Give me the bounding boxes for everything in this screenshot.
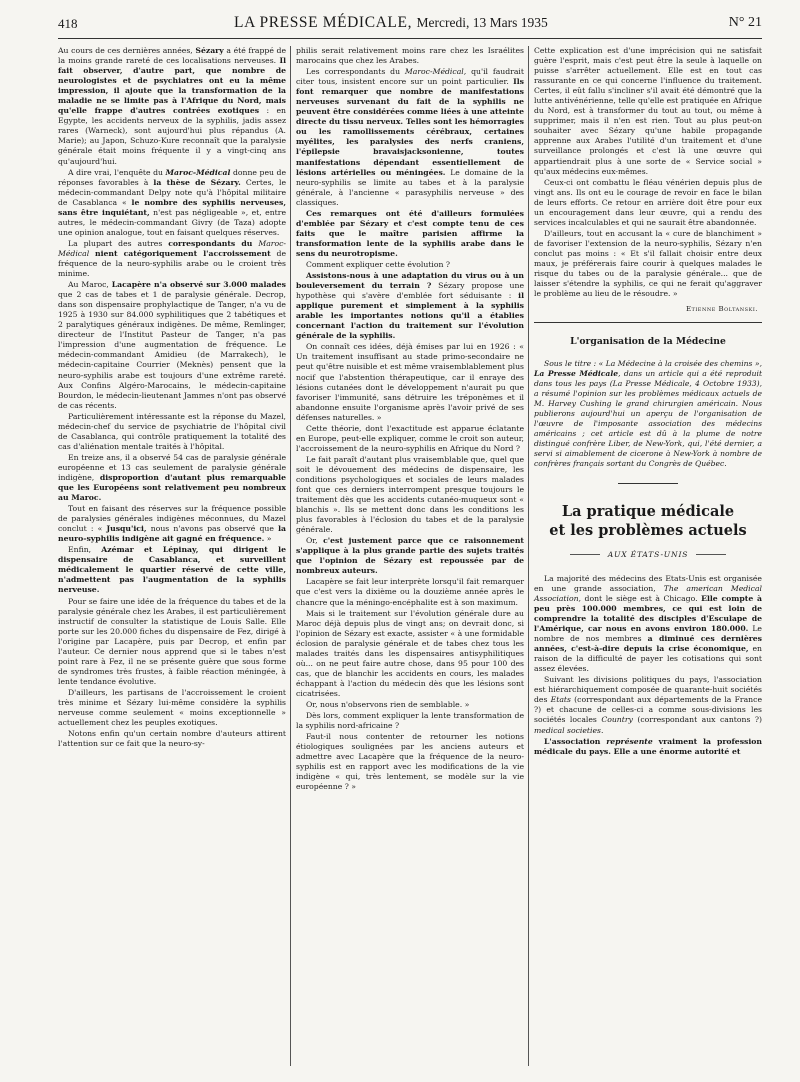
column-divider <box>290 46 291 1066</box>
article-continuation <box>534 46 762 299</box>
column-1-paragraph: Notons enfin qu'un certain nombre d'auteurs attirent l'attention sur ce fait que la neuro-sy- <box>58 729 286 749</box>
column-2-paragraph: Lacapère se fait leur interprète lorsqu'il fait remarquer que c'est vers la dixième ou la douzième année après le chancre que la méningo-encéphalite est à son maximum. <box>296 577 524 607</box>
column-1-paragraph: Tout en faisant des réserves sur la fréquence possible de paralysies générales indigènes méconnues, du Mazel conclut : « Jusqu'ici, nous n'avons pas observé que la neuro-syphilis indigène ait gagné en fréquence. » <box>58 504 286 544</box>
column-2-paragraph: Le fait paraît d'autant plus vraisemblable que, quel que soit le dévouement des médecins de dispensaire, les conditions psychologiques et sociales de leurs malades font que ces derniers interrompent presque toujours le traitement dès que les accidents cutanéo-muqueux sont « blanchis ». Ils se mettent donc dans les conditions les plus favorables à l'éclosion du tabes et de la paralysie générale. <box>296 454 524 535</box>
column-2-paragraph: Cette théorie, dont l'exactitude est apparue éclatante en Europe, peut-elle expliquer, comme le croit son auteur, l'accroissement de la neuro-syphilis en Afrique du Nord ? <box>296 423 524 453</box>
column-3-paragraph: D'ailleurs, tout en accusant la « cure de blanchiment » de favoriser l'extension de la neuro-syphilis, Sézary n'en conclut pas moins : « Et s'il fallait choisir entre deux maux, je préférerais faire courir à quelques malades le risque du tabes ou de la paralysie générale... que de laisser s'étendre la syphilis, ce qui ne ferait qu'aggraver le problème au lieu de le résoudre. » <box>534 228 762 299</box>
column-2-paragraph: Les correspondants du Maroc-Médical, qu'il faudrait citer tous, insistent encore sur un point particulier. Ils font remarquer que nombre de manifestations nerveuses survenant du fait de la syphilis ne peuvent être considérées comme liées à une atteinte directe du tissu nerveux. Telles sont les hémorragies ou les ramollissements cérébraux, certaines myélites, les paralysies des nerfs craniens, l'épilepsie bravaisjacksonienne, toutes manifestations dépendant essentiellement de lésions artérielles ou méningées. Le domaine de la neuro-syphilis se limite au tabes et à la paralysie générale, à l'ancienne « parasyphilis nerveuse » des classiques. <box>296 67 524 207</box>
text-column-1 <box>58 46 286 750</box>
header-rule <box>58 38 762 39</box>
page-header <box>58 14 762 36</box>
column-2-paragraph: Mais si le traitement sur l'évolution générale dure au Maroc déjà depuis plus de vingt ans; on devrait donc, si l'opinion de Sézary est exacte, assister « à une formidable éclosion de paralysie générale et de tabes chez tous les malades traités dans les dispensaires antisyphilitiques où... on ne peut faire autre chose, dans 95 pour 100 des cas, que de blanchir les accidents en cours, les malades échappant à l'action du médecin dès que les lésions sont cicatrisées. <box>296 608 524 698</box>
subtitle-dash <box>570 554 600 555</box>
column-1-paragraph: Au cours de ces dernières années, Sézary a été frappé de la moins grande rareté de ces localisations nerveuses. Il fait observer, d'autre part, que nombre de neurologistes et de psychiatres ont eu la même impression, il ajoute que la transformation de la maladie ne se limite pas à l'Afrique du Nord, mais qu'elle frappe d'autres contrées exotiques : en Egypte, les accidents nerveux de la syphilis, jadis assez rares (Warneck), sont aujourd'hui plus répandus (A. Marie); au Japon, Schuzo-Kure reconnaît que la paralysie générale était moins fréquente il y a vingt-cinq ans qu'aujourd'hui. <box>58 46 287 166</box>
short-divider <box>618 483 678 484</box>
article-body <box>534 574 762 757</box>
column-1-paragraph: Pour se faire une idée de la fréquence du tabes et de la paralysie générale chez les Arabes, il est particulièrement instructif de consulter la statistique de Louis Salle. Elle porte sur les 20.000 fiches du dispensaire de Fez, dirigé à l'origine par Lacapère, puis par Decrop, et enfin par l'auteur. Ce dernier nous apprend que si le tabes n'est point rare à Fez, il ne se présente guère que sous forme de syndromes très frustes, à faible réaction méningée, à lente tendance évolutive. <box>58 596 286 686</box>
text-column-2 <box>296 46 524 793</box>
journal-title: LA PRESSE MÉDICALE, <box>234 14 413 31</box>
column-2-paragraph: philis serait relativement moins rare chez les Israélites marocains que chez les Arabes. <box>296 46 524 66</box>
subtitle-dash <box>696 554 726 555</box>
column-2-paragraph: On connaît ces idées, déjà émises par lui en 1926 : « Un traitement insuffisant au stade primo-secondaire ne peut qu'être nuisible et est même vraisemblablement plus nocif que l'abstention thérapeutique, car il enraye des lésions cutanées dont le développement n'aurait pu que favoriser l'immunité, sans détruire les tréponèmes et il abandonne ensuite l'organisme après l'avoir privé de ses défenses naturelles. » <box>296 342 524 422</box>
column-1-paragraph: En treize ans, il a observé 54 cas de paralysie générale européenne et 13 cas seulement de paralysie générale indigène, disproportion d'autant plus remarquable que les Européens sont relativement peu nombreux au Maroc. <box>58 452 286 503</box>
column-2-paragraph: Or, nous n'observons rien de semblable. » <box>306 700 470 709</box>
issue-number: N° 21 <box>728 15 762 30</box>
issue-date: Mercredi, 13 Mars 1935 <box>416 15 548 30</box>
author-signature: Etienne Boltanski. <box>685 305 758 314</box>
column-2-paragraph: Comment expliquer cette évolution ? <box>306 259 451 269</box>
column-1-paragraph: Enfin, Azémar et Lépinay, qui dirigent le dispensaire de Casablanca, et surveillent médicalement le quartier réservé de cette ville, n'admettent pas l'augmentation de la syphilis nerveuse. <box>58 545 286 595</box>
article-paragraph: L'association représente vraiment la profession médicale du pays. Elle a une énorme autorité et <box>534 736 762 756</box>
column-1-paragraph: La plupart des autres correspondants du Maroc-Médical nient catégoriquement l'accroissement de fréquence de la neuro-syphilis arabe ou le croient très minime. <box>58 238 287 279</box>
journal-title-line <box>234 14 548 32</box>
page-number: 418 <box>58 16 78 31</box>
article-subtitle: AUX ÉTATS-UNIS <box>607 549 689 559</box>
section-rule <box>534 322 762 323</box>
column-2-paragraph: Faut-il nous contenter de retourner les notions étiologiques soulignées par les anciens auteurs et admettre avec Lacapère que la fréquence de la neuro-syphilis est en rapport avec les modifications de la vie indigène « qui, très lentement, se modèle sur la vie européenne ? » <box>296 732 524 792</box>
article-subtitle-row <box>534 550 762 560</box>
editorial-intro: Sous le titre : « La Médecine à la croisée des chemins », La Presse Médicale, dans un article qui a été reproduit dans tous les pays (La Presse Médicale, 4 Octobre 1933), a résumé l'opinion sur les problèmes médicaux actuels de M. Harvey Cushing le grand chirurgien américain. Nous publierons aujourd'hui un aperçu de l'organisation de l'œuvre de l'imposante association des médecins américains ; cet article est dû à la plume de notre distingué confrère Liber, de New-York, qui, l'été dernier, a servi si aimablement de cicerone à New-York à nombre de confrères français sortant du Congrès de Québec. <box>534 359 762 468</box>
article-title <box>534 502 762 540</box>
column-2-paragraph: Assistons-nous à une adaptation du virus ou à un bouleversement du terrain ? Sézary propose une hypothèse qui s'avère d'emblée fort séduisante : il applique purement et simplement à la syphilis arable les importantes notions qu'il a établies concernant l'action du traitement sur l'évolution générale de la syphilis. <box>296 271 524 341</box>
column-1-paragraph: A dire vrai, l'enquête du Maroc-Médical donne peu de réponses favorables à la thèse de Sézary. Certes, le médecin-commandant Delpy note qu'à l'hôpital militaire de Casablanca « le nombre des syphilis nerveuses, sans être inquiétant, n'est pas négligeable », et, entre autres, le médecin-commandant Givry (de Taza) adopte une opinion analogue, tout en faisant quelques réserves. <box>58 167 287 237</box>
article-title-line-1: La pratique médicale <box>561 502 735 520</box>
column-1-paragraph: Particulièrement intéressante est la réponse du Mazel, médecin-chef du service de psychiatrie de l'hôpital civil de Casablanca, qui contrôle pratiquement la totalité des cas d'aliénation mentale traités à l'hôpital. <box>58 411 286 451</box>
article-title-line-2: et les problèmes actuels <box>549 521 747 539</box>
column-2-paragraph: Ces remarques ont été d'ailleurs formulées d'emblée par Sézary et c'est compte tenu de ces faits que le maître parisien affirme la transformation lente de la syphilis arabe dans le sens du neurotropisme. <box>296 208 524 258</box>
section-title: L'organisation de la Médecine <box>570 336 726 348</box>
column-2-paragraph: Or, c'est justement parce que ce raisonnement s'applique à la plus grande partie des sujets traités que l'opinion de Sézary est repoussée par de nombreux auteurs. <box>296 536 524 576</box>
column-3-paragraph: Cette explication est d'une imprécision qui ne satisfait guère l'esprit, mais c'est peut être la seule à laquelle on puisse s'arrêter actuellement. Elle est en tout cas rassurante en ce qui concerne l'influence du traitement. Certes, il eût fallu s'incliner s'il avait été démontré que la lutte antivénérienne, telle qu'elle est pratiquée en Afrique du Nord, est à transformer du tout au tout, ou même à supprimer, mais il n'en est rien. Tout au plus peut-on souhaiter avec Sézary qu'une habile propagande apprenne aux Arabes l'utilité d'un traitement et d'une surveillance prolongés et c'est là une œuvre qui appartiendrait plus à une sorte de « Service social » qu'aux médecins eux-mêmes. <box>534 46 762 176</box>
column-2-paragraph: Dès lors, comment expliquer la lente transformation de la syphilis nord-africaine ? <box>296 711 524 731</box>
article-paragraph: Suivant les divisions politiques du pays, l'association est hiérarchiquement composée de quarante-huit sociétés des Etats (correspondant aux départements de la France ?) et chacune de celles-ci a comme sous-divisions les sociétés locales Country (correspondant aux cantons ?) medical societies. <box>534 675 762 735</box>
column-1-paragraph: D'ailleurs, les partisans de l'accroissement le croient très minime et Sézary lui-même considère la syphilis nerveuse comme seulement « moins exceptionnelle » actuellement chez les peuples exotiques. <box>58 687 286 728</box>
column-1-paragraph: Au Maroc, Lacapère n'a observé sur 3.000 malades que 2 cas de tabes et 1 de paralysie générale. Decrop, dans son dispensaire prophylactique de Tanger, n'a vu de 1925 à 1930 sur 84.000 syphilitiques que 2 tabétiques et 2 paralytiques généraux indigènes. De même, Remlinger, directeur de l'Institut Pasteur de Tanger, n'a pas l'impression d'une augmentation de fréquence. Le médecin-commandant Amidieu (de Marrakech), le médecin-capitaine Courrier (Meknès) pensent que la neuro-syphilis arabe est toujours d'une extrême rareté. Aux Confins Algéro-Marocains, le médecin-capitaine Bourdon, le médecin-lieutenant Jammes n'ont pas observé de cas récents. <box>58 280 286 410</box>
article-paragraph: La majorité des médecins des Etats-Unis est organisée en une grande association, The american Medical Association, dont le siège est à Chicago. Elle compte à peu près 100.000 membres, ce qui est loin de comprendre la totalité des disciples d'Esculape de l'Amérique, car nous en avons environ 180.000. Le nombre de nos membres a diminué ces dernières années, c'est-à-dire depuis la crise économique, en raison de la difficulté de payer les cotisations qui sont assez élevées. <box>534 573 762 674</box>
column-3-paragraph: Ceux-ci ont combattu le fléau vénérien depuis plus de vingt ans. Ils ont eu le courage de revoir en face le bilan de leurs efforts. Ce retour en arrière doit être pour eux un encouragement dans leur œuvre, qui a rendu des services incalculables et qui ne saurait être abandonnée. <box>534 177 762 227</box>
text-column-3 <box>534 46 762 758</box>
column-divider <box>528 46 529 1066</box>
